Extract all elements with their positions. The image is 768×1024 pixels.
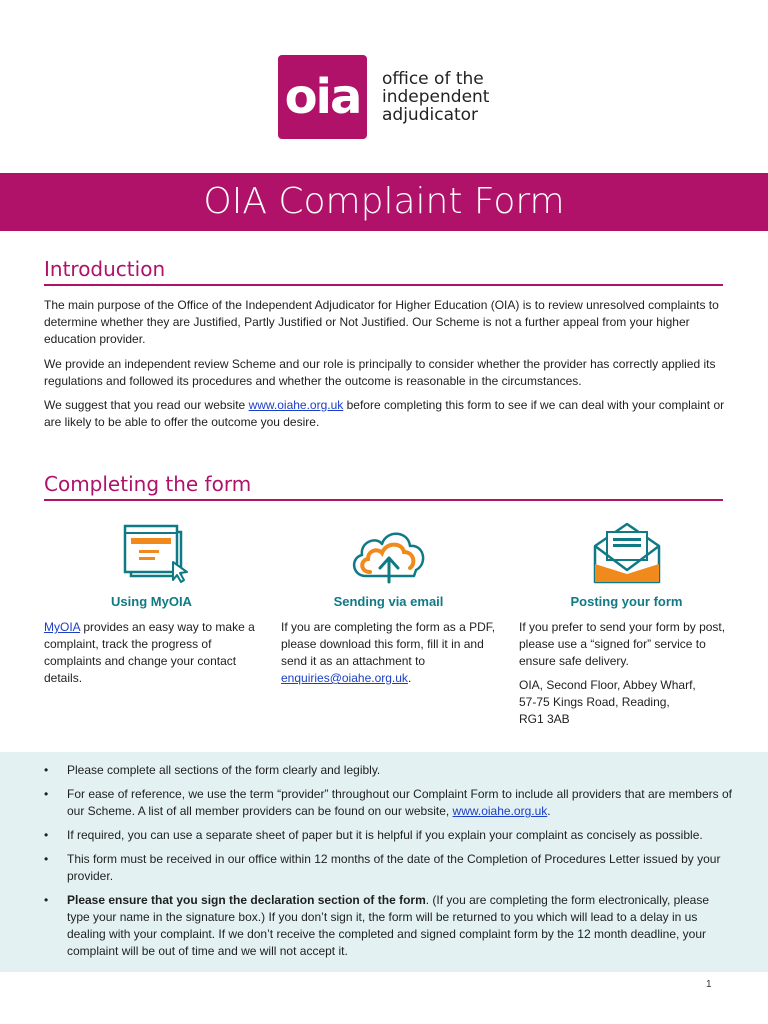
page-number: 1 <box>706 979 712 990</box>
intro-paragraph-3 <box>44 397 729 431</box>
intro-p3-text-after: before completing this form to see if we can deal with your complaint or are likely to be able to offer the outcome you desire. <box>44 398 725 429</box>
logo-wordmark <box>382 70 489 124</box>
bullet-icon: • <box>44 787 49 801</box>
page-title: OIA Complaint Form <box>203 181 565 222</box>
post-title: Posting your form <box>570 594 683 609</box>
guidance-list <box>44 762 734 967</box>
title-banner <box>0 173 768 231</box>
email-description: If you are completing the form as a PDF, please download this form, fill it in and send it as an attachment to <box>281 620 496 668</box>
logo-line-3: adjudicator <box>382 105 479 125</box>
post-column <box>519 520 734 728</box>
email-column <box>281 520 496 687</box>
signature-warning: Please ensure that you sign the declaration section of the form <box>67 893 426 907</box>
introduction-heading: Introduction <box>44 257 723 286</box>
logo-mark: oia <box>278 55 367 139</box>
guidance-text-2: For ease of reference, we use the term “provider” throughout our Complaint Form to include all providers that are members of our Scheme. A list of all member providers can be found on our website, <box>67 787 732 818</box>
bullet-icon: • <box>44 763 49 777</box>
myoia-text <box>44 619 259 687</box>
guidance-text-3: If required, you can use a separate sheet of paper but it is helpful if you explain your complaint as concisely as possible. <box>67 828 703 842</box>
guidance-text-2-after: . <box>547 804 551 818</box>
post-address <box>519 677 734 728</box>
myoia-title: Using MyOIA <box>111 594 192 609</box>
guidance-item <box>44 786 734 820</box>
email-text-after: . <box>407 671 412 685</box>
guidance-item <box>44 892 734 960</box>
computer-click-icon <box>111 520 193 586</box>
intro-paragraph-2: We provide an independent review Scheme and our role is principally to consider whether the provider has correctly applied its regulations and followed its procedures and whether the outcome is reasonable in the circumstances. <box>44 357 716 388</box>
email-text <box>281 619 496 687</box>
bullet-icon: • <box>44 852 49 866</box>
myoia-description: provides an easy way to make a complaint, track the progress of complaints and change your contact details. <box>44 620 255 685</box>
bullet-icon: • <box>44 893 49 907</box>
guidance-text-5: . (If you are completing the form electronically, please type your name in the signature box.) If you don’t sign it, the form will be returned to you which will lead to a delay in us dealing with your complaint. If we don’t receive the completed and signed complaint form by the 12 month deadline, your complaint will be out of time and we will not accept it. <box>67 893 709 958</box>
address-line-1: OIA, Second Floor, Abbey Wharf, <box>519 678 696 692</box>
website-link[interactable]: www.oiahe.org.uk <box>248 398 344 412</box>
address-line-2: 57-75 Kings Road, Reading, <box>519 695 670 709</box>
email-title: Sending via email <box>333 594 444 609</box>
address-line-3: RG1 3AB <box>519 712 570 726</box>
email-link[interactable]: enquiries@oiahe.org.uk <box>281 671 408 685</box>
guidance-item <box>44 851 734 885</box>
intro-p3-text: We suggest that you read our website <box>44 398 249 412</box>
envelope-icon <box>589 520 665 586</box>
guidance-text-4: This form must be received in our office within 12 months of the date of the Completion of Procedures Letter issued by your provider. <box>67 852 721 883</box>
guidance-item <box>44 762 734 779</box>
logo-line-2: independent <box>382 87 490 107</box>
myoia-column <box>44 520 259 687</box>
oia-logo <box>278 55 489 139</box>
cloud-upload-icon <box>344 520 434 586</box>
guidance-item <box>44 827 734 844</box>
intro-paragraph-1: The main purpose of the Office of the Independent Adjudicator for Higher Education (OIA) is to review unresolved complaints to determine whether they are Justified, Partly Justified or Not Justified. Our Scheme is not a further appeal from your higher education provider. <box>44 298 719 346</box>
logo-line-1: office of the <box>382 69 484 89</box>
guidance-text-1: Please complete all sections of the form clearly and legibly. <box>67 763 381 777</box>
bullet-icon: • <box>44 828 49 842</box>
completing-heading: Completing the form <box>44 472 723 501</box>
post-text: If you prefer to send your form by post, please use a “signed for” service to ensure safe delivery. <box>519 620 726 668</box>
myoia-link[interactable]: MyOIA <box>44 620 81 634</box>
member-list-link[interactable]: www.oiahe.org.uk <box>452 804 548 818</box>
